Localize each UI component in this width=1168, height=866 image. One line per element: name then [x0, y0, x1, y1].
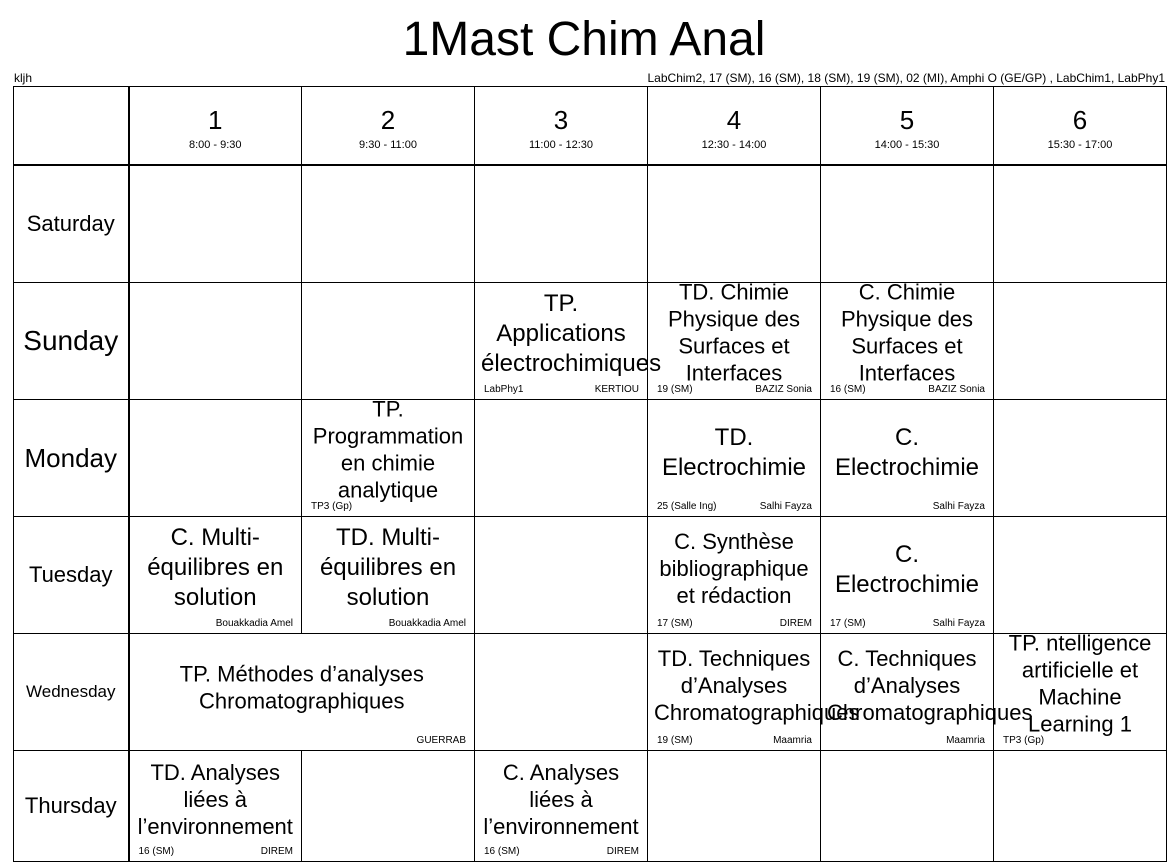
course-name: C. Electrochimie — [834, 541, 980, 599]
day-label: Sunday — [23, 325, 119, 356]
room-label: TP3 (Gp) — [1003, 735, 1045, 746]
slot-header-5 — [821, 87, 994, 166]
day-label: Saturday — [26, 211, 115, 236]
room-label: 17 (SM) — [657, 618, 693, 629]
room-label: LabPhy1 — [484, 384, 524, 395]
course-name: C. Electrochimie — [834, 424, 980, 482]
session-cell[interactable] — [302, 517, 475, 634]
day-cell-monday — [14, 400, 129, 517]
teacher-label: Bouakkadia Amel — [215, 618, 293, 629]
teacher-label: BAZIZ Sonia — [928, 384, 985, 395]
timetable — [13, 86, 1167, 862]
timetable-grid — [13, 86, 1167, 862]
room-label: 25 (Salle Ing) — [657, 501, 717, 512]
teacher-label: GUERRAB — [416, 735, 466, 746]
session-cell[interactable] — [129, 751, 302, 862]
empty-cell — [994, 751, 1167, 862]
empty-cell — [129, 165, 302, 283]
slot-number: 4 — [726, 105, 742, 135]
course-name: TP. ntelligence artificielle et Machine Learning 1 — [1008, 630, 1152, 737]
session-cell[interactable] — [475, 283, 662, 400]
course-name: TD. Chimie Physique des Surfaces et Interfaces — [667, 279, 801, 386]
day-cell-wednesday — [14, 634, 129, 751]
empty-cell — [129, 283, 302, 400]
empty-cell — [994, 283, 1167, 400]
teacher-label: BAZIZ Sonia — [755, 384, 812, 395]
day-cell-sunday — [14, 283, 129, 400]
slot-header-4 — [648, 87, 821, 166]
slot-time: 9:30 - 11:00 — [359, 139, 417, 151]
slot-time: 12:30 - 14:00 — [701, 139, 767, 151]
course-name: TD. Electrochimie — [661, 424, 807, 482]
course-name: C. Analyses liées à l’environnement — [483, 760, 639, 840]
room-label: 16 (SM) — [830, 384, 866, 395]
teacher-label: Salhi Fayza — [932, 618, 985, 629]
slot-time: 15:30 - 17:00 — [1047, 139, 1113, 151]
teacher-label: DIREM — [779, 618, 812, 629]
teacher-label: DIREM — [606, 846, 639, 857]
day-cell-tuesday — [14, 517, 129, 634]
day-row-wednesday — [14, 634, 1167, 751]
slot-number: 5 — [899, 105, 915, 135]
course-name: TP. Méthodes d’analyses Chromatographiques — [179, 661, 424, 714]
empty-cell — [475, 634, 648, 751]
empty-cell — [994, 165, 1167, 283]
empty-cell — [302, 751, 475, 862]
slot-header-2 — [302, 87, 475, 166]
session-cell[interactable] — [302, 396, 475, 517]
slot-number: 1 — [208, 105, 223, 135]
session-cell[interactable] — [821, 400, 994, 517]
session-cell[interactable] — [129, 634, 475, 751]
page-title: 1Mast Chim Anal — [402, 13, 766, 66]
empty-cell — [821, 165, 994, 283]
room-label: 17 (SM) — [830, 618, 866, 629]
course-name: TD. Techniques d’Analyses Chromatographiques — [654, 646, 860, 726]
slot-header-3 — [475, 87, 648, 166]
empty-cell — [648, 165, 821, 283]
empty-cell — [475, 400, 648, 517]
day-label: Thursday — [24, 793, 117, 818]
corner-cell — [14, 87, 129, 166]
day-label: Monday — [24, 443, 117, 473]
slot-header-6 — [994, 87, 1167, 166]
session-cell[interactable] — [821, 279, 994, 400]
course-name: C. Techniques d’Analyses Chromatographiques — [827, 646, 1033, 726]
course-name: TD. Analyses liées à l’environnement — [137, 760, 293, 840]
slot-time: 8:00 - 9:30 — [188, 139, 242, 151]
empty-cell — [994, 400, 1167, 517]
header-left-note: kljh — [14, 71, 33, 85]
teacher-label: Salhi Fayza — [759, 501, 812, 512]
empty-cell — [302, 165, 475, 283]
empty-cell — [994, 517, 1167, 634]
slot-header-row — [14, 87, 1167, 166]
day-row-tuesday — [14, 517, 1167, 634]
room-label: 19 (SM) — [657, 735, 693, 746]
day-row-monday — [14, 400, 1167, 517]
empty-cell — [475, 165, 648, 283]
teacher-label: KERTIOU — [594, 384, 639, 395]
course-name: TD. Multi-équilibres en solution — [319, 523, 457, 611]
slot-time: 14:00 - 15:30 — [874, 139, 940, 151]
session-cell[interactable] — [648, 517, 821, 634]
empty-cell — [821, 751, 994, 862]
course-name: C. Synthèse bibliographique et rédaction — [659, 529, 809, 609]
day-cell-thursday — [14, 751, 129, 862]
course-name: TP. Applications électrochimiques — [481, 289, 662, 377]
teacher-label: Bouakkadia Amel — [388, 618, 466, 629]
session-cell[interactable] — [129, 517, 302, 634]
teacher-label: Maamria — [946, 735, 985, 746]
course-name: C. Multi-équilibres en solution — [147, 523, 284, 611]
day-row-thursday — [14, 751, 1167, 862]
room-label: 16 (SM) — [138, 846, 175, 857]
session-cell[interactable] — [648, 279, 821, 400]
course-name: TP. Programmation en chimie analytique — [312, 396, 464, 503]
session-cell[interactable] — [994, 630, 1167, 751]
day-label: Tuesday — [28, 562, 113, 587]
slot-time: 11:00 - 12:30 — [528, 139, 593, 151]
header-rooms-list: LabChim2, 17 (SM), 16 (SM), 18 (SM), 19 (SM), 02 (MI), Amphi O (GE/GP) , LabChim1, LabPhy1 — [647, 71, 1165, 85]
teacher-label: DIREM — [260, 846, 293, 857]
session-cell[interactable] — [648, 634, 860, 751]
slot-number: 2 — [380, 105, 396, 135]
day-row-sunday — [14, 283, 1167, 400]
slot-number: 3 — [553, 105, 569, 135]
session-cell[interactable] — [821, 517, 994, 634]
empty-cell — [302, 283, 475, 400]
day-cell-saturday — [14, 165, 129, 283]
empty-cell — [475, 517, 648, 634]
session-cell[interactable] — [648, 400, 821, 517]
slot-number: 6 — [1072, 105, 1088, 135]
course-name: C. Chimie Physique des Surfaces et Interfaces — [840, 279, 974, 386]
teacher-label: Salhi Fayza — [932, 501, 985, 512]
empty-cell — [129, 400, 302, 517]
room-label: 19 (SM) — [657, 384, 693, 395]
empty-cell — [648, 751, 821, 862]
slot-header-1 — [129, 87, 302, 166]
day-row-saturday — [14, 165, 1167, 283]
room-label: TP3 (Gp) — [311, 501, 353, 512]
room-label: 16 (SM) — [484, 846, 520, 857]
teacher-label: Maamria — [773, 735, 812, 746]
session-cell[interactable] — [475, 751, 648, 862]
day-label: Wednesday — [26, 682, 116, 701]
